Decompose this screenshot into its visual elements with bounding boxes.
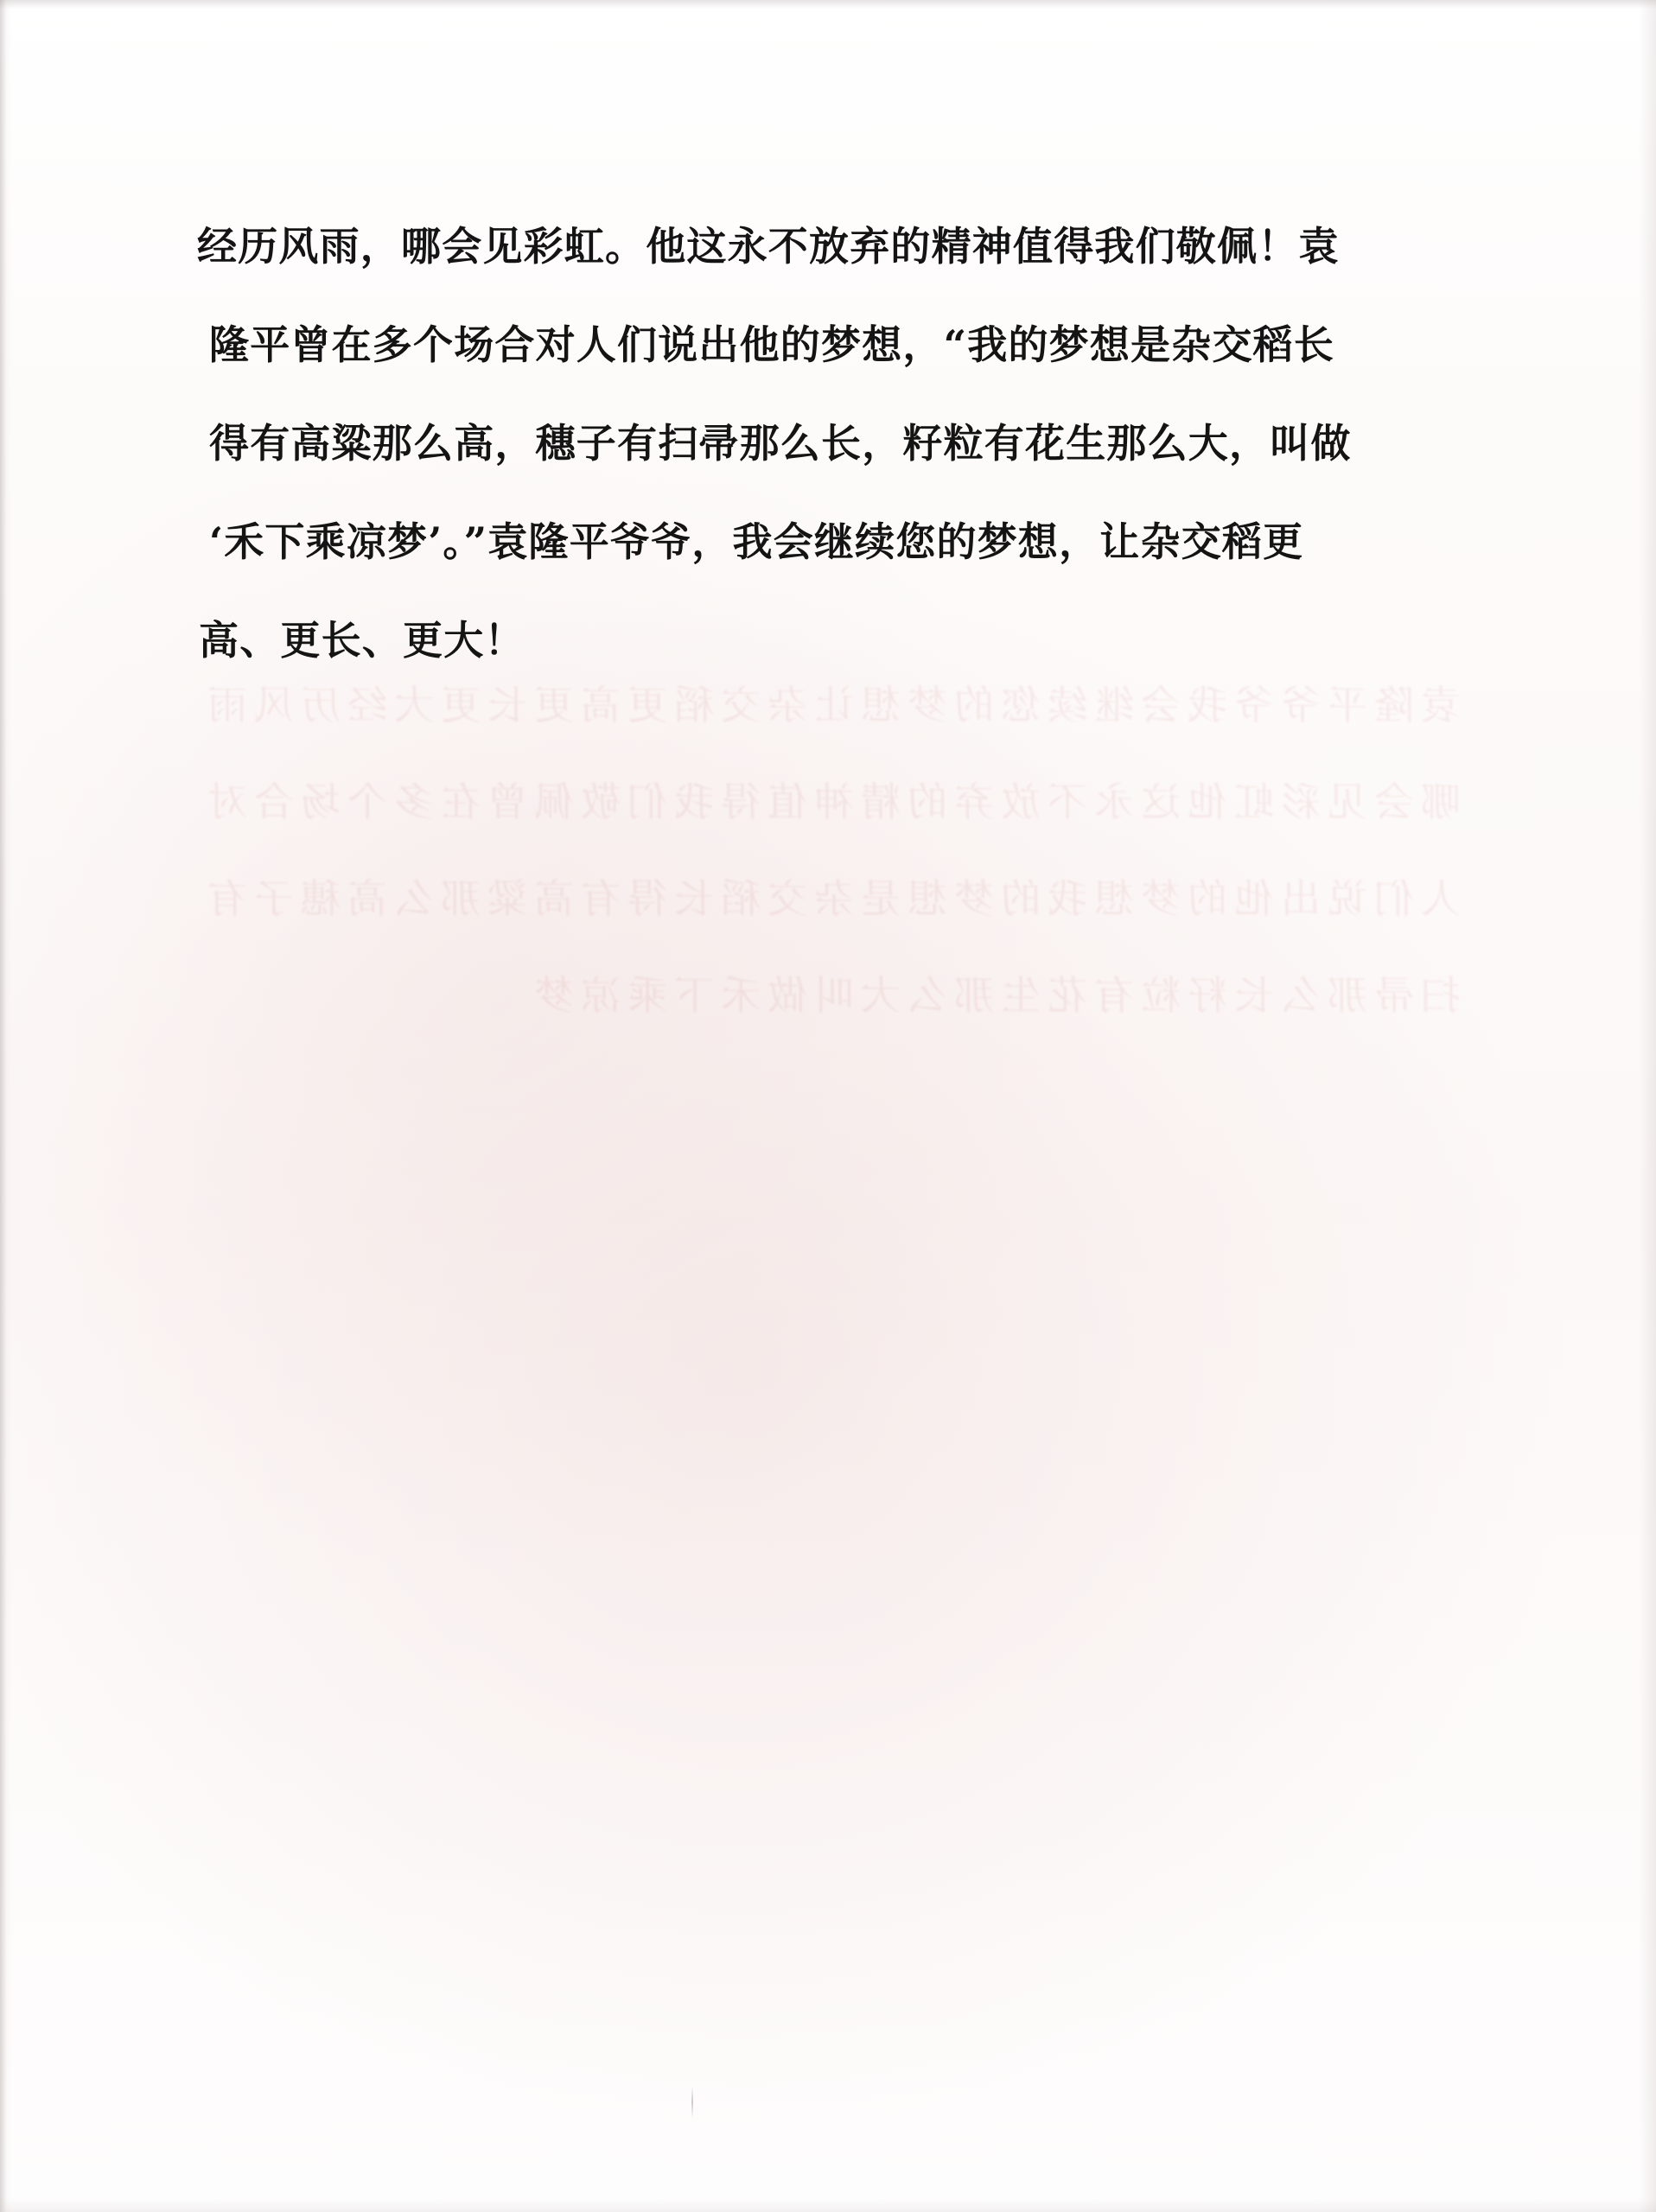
text-line: 高、更长、更大！ <box>199 617 525 664</box>
paper-crease-mark <box>691 2087 693 2118</box>
text-line: 得有高粱那么高，穗子有扫帚那么长，籽粒有花生那么大，叫做 <box>209 420 1352 467</box>
text-line: ‘禾下乘凉梦’。”袁隆平爷爷，我会继续您的梦想，让杂交稻更 <box>209 518 1304 565</box>
text-line: 经历风雨，哪会见彩虹。他这永不放弃的精神值得我们敬佩！袁 <box>197 223 1340 270</box>
showthrough-text: 袁隆平爷爷我会继续您的梦想让杂交稻更高更长更大经历风雨哪会见彩虹他这永不放弃的精神值得我们敬佩曾在多个场合对人们说出他的梦想我的梦想是杂交稻长得有高粱那么高穗子有扫帚那么长籽粒有花生那么大叫做禾下乘凉梦 <box>201 682 1461 1019</box>
scan-edge-top <box>0 0 1656 9</box>
scan-edge-left <box>0 0 12 2212</box>
paragraph <box>197 197 1452 690</box>
text-line: 隆平曾在多个场合对人们说出他的梦想，“我的梦想是杂交稻长 <box>209 321 1335 368</box>
document-body <box>197 197 1452 690</box>
scan-edge-bottom <box>0 2198 1656 2212</box>
scan-edge-right <box>1639 0 1656 2212</box>
